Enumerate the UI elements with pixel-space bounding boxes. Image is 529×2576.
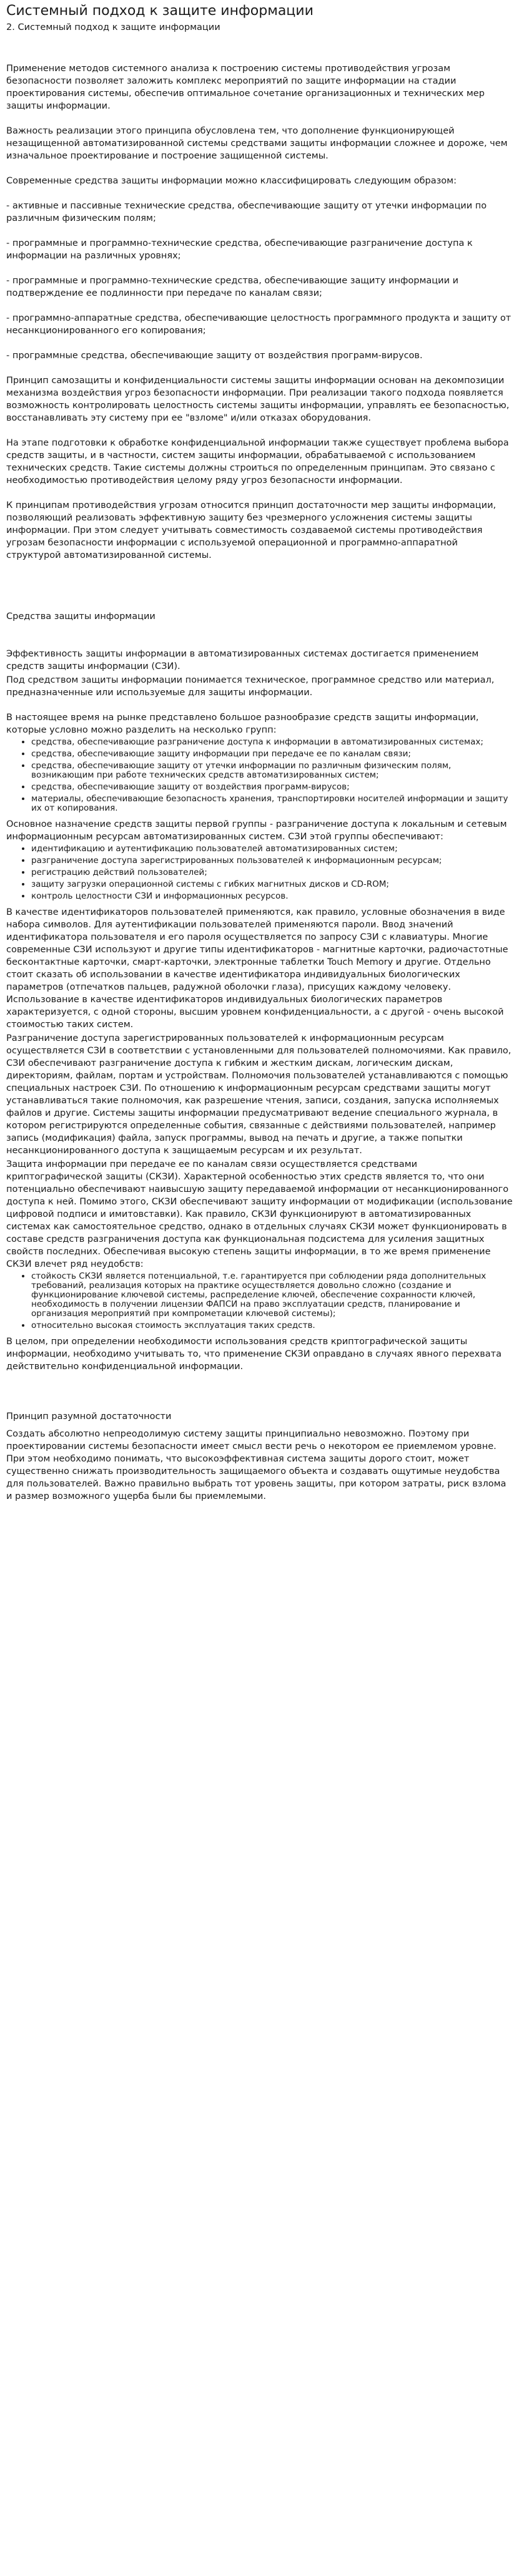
- list-item: • контроль целостности СЗИ и информационных ресурсов.: [31, 892, 513, 901]
- section-title: Средства защиты информации: [6, 612, 156, 622]
- list-item: • стойкость СКЗИ является потенциальной, т.е. гарантируется при соблюдении ряда дополнительных требований, реализация которых на практике осуществляется довольно сложно (создание и функционирование ключевой системы, распределение ключей, обеспечение сохранности ключей, необходимость в получении лицензии ФАПСИ на право эксплуатации средств, планирование и организация мероприятий при компрометации ключевой системы);: [31, 1272, 513, 1319]
- paragraph: - активные и пассивные технические средства, обеспечивающие защиту от утечки информации по различным физическим полям;: [6, 201, 487, 223]
- list-item: • средства, обеспечивающие защиту от воздействия программ-вирусов;: [31, 783, 513, 792]
- section-system-approach: [6, 62, 513, 562]
- paragraph: - программные и программно-технические средства, обеспечивающие разграничение доступа к информации на различных уровнях;: [6, 238, 473, 261]
- paragraph: - программные и программно-технические средства, обеспечивающие защиту информации и подтверждение ее подлинности при передаче по каналам связи;: [6, 276, 459, 298]
- paragraph: Основное назначение средств защиты первой группы - разграничение доступа к локальным и сетевым информационным ресурсам автоматизированных систем. СЗИ этой группы обеспечивают:: [6, 819, 507, 842]
- paragraph: Разграничение доступа зарегистрированных пользователей к информационным ресурсам осуществляется СЗИ в соответствии с установленными для пользователей полномочиями. Как правило, СЗИ обеспечивают разграничение доступа к гибким и жестким дискам, логическим дискам, директориям, файлам, портам и устройствам. Полномочия пользователей устанавливаются с помощью специальных настроек СЗИ. По отношению к информационным ресурсам средствами защиты могут устанавливаться такие полномочия, как разрешение чтения, записи, создания, запуска исполняемых файлов и другие. Системы защиты информации предусматривают ведение специального журнала, в котором регистрируются определенные события, связанные с действиями пользователей, например запись (модификация) файла, запуск программы, вывод на печать и другие, а также попытки несанкционированного доступа к защищаемым ресурсам и их результат.: [6, 1033, 512, 1156]
- drawbacks-list: [6, 1272, 513, 1330]
- paragraph: Применение методов системного анализа к построению системы противодействия угрозам безопасности позволяет заложить комплекс мероприятий по защите информации на стадии проектирования системы, обеспечив оптимальное сочетание организационных и технических мер защиты информации.: [6, 64, 485, 111]
- paragraph: - программно-аппаратные средства, обеспечивающие целостность программного продукта и защиту от несанкционированного его копирования;: [6, 313, 512, 336]
- list-item: • относительно высокая стоимость эксплуатация таких средств.: [31, 1321, 513, 1330]
- paragraph: Под средством защиты информации понимается техническое, программное средство или материал, предназначенные или используемые для защиты информации.: [6, 675, 495, 698]
- paragraph: - программные средства, обеспечивающие защиту от воздействия программ-вирусов.: [6, 351, 423, 361]
- list-item: • регистрацию действий пользователей;: [31, 868, 513, 877]
- paragraph: В настоящее время на рынке представлено большое разнообразие средств защиты информации, которые условно можно разделить на несколько групп:: [6, 713, 479, 735]
- paragraph: На этапе подготовки к обработке конфиденциальной информации также существует проблема выбора средств защиты, и в частности, систем защиты информации, обрабатываемой с использованием технических средств. Такие системы должны строиться по определенным принципам. Это связано с необходимостью противодействия целому ряду угроз безопасности информации.: [6, 438, 509, 485]
- purpose-list: [6, 844, 513, 901]
- section-protection-tools: [6, 610, 513, 1373]
- list-item: • защиту загрузки операционной системы с гибких магнитных дисков и CD-ROM;: [31, 880, 513, 889]
- groups-list: [6, 738, 513, 813]
- paragraph: К принципам противодействия угрозам относится принцип достаточности мер защиты информации, позволяющий реализовать эффективную защиту без чрезмерного усложнения системы защиты информации. При этом следует учитывать совместимость создаваемой системы противодействия угрозам безопасности информации с используемой операционной и программно-аппаратной структурой автоматизированной системы.: [6, 500, 497, 560]
- list-item: • средства, обеспечивающие разграничение доступа к информации в автоматизированных системах;: [31, 738, 513, 747]
- list-item: • материалы, обеспечивающие безопасность хранения, транспортировки носителей информации и защиту их от копирования.: [31, 794, 513, 813]
- section-title: Принцип разумной достаточности: [6, 1412, 172, 1422]
- paragraph: Современные средства защиты информации можно классифицировать следующим образом:: [6, 176, 457, 186]
- list-item: • средства, обеспечивающие защиту от утечки информации по различным физическим полям, возникающим при работе технических средств автоматизированных систем;: [31, 761, 513, 780]
- paragraph: Эффективность защиты информации в автоматизированных системах достигается применением средств защиты информации (СЗИ).: [6, 649, 479, 671]
- page-title: Системный подход к защите информации: [6, 3, 314, 19]
- paragraph: В качестве идентификаторов пользователей применяются, как правило, условные обозначения в виде набора символов. Для аутентификации пользователей применяются пароли. Ввод значений идентификатора пользователя и его пароля осуществляется по запросу СЗИ с клавиатуры. Многие современные СЗИ используют и другие типы идентификаторов - магнитные карточки, радиочастотные бесконтактные карточки, смарт-карточки, электронные таблетки Touch Memory и другие. Отдельно стоит сказать об использовании в качестве идентификатора индивидуальных биологических параметров (отпечатков пальцев, радужной оболочки глаза), присущих каждому человеку. Использование в качестве идентификаторов индивидуальных биологических параметров характеризуется, с одной стороны, высшим уровнем конфиденциальности, а с другой - очень высокой стоимостью таких систем.: [6, 907, 508, 1030]
- page-subtitle: 2. Системный подход к защите информации: [6, 22, 220, 32]
- list-item: • разграничение доступа зарегистрированных пользователей к информационным ресурсам;: [31, 856, 513, 866]
- paragraph: Создать абсолютно непреодолимую систему защиты принципиально невозможно. Поэтому при проектировании системы безопасности имеет смысл вести речь о некотором ее приемлемом уровне. При этом необходимо понимать, что высокоэффективная система защиты дорого стоит, может существенно снижать производительность защищаемого объекта и создавать ощутимые неудобства для пользователей. Важно правильно выбрать тот уровень защиты, при котором затраты, риск взлома и размер возможного ущерба были бы приемлемыми.: [6, 1429, 507, 1501]
- paragraph: В целом, при определении необходимости использования средств криптографической защиты информации, необходимо учитывать то, что применение СКЗИ оправдано в случаях явного перехвата действительно конфиденциальной информации.: [6, 1337, 502, 1372]
- list-item: • средства, обеспечивающие защиту информации при передаче ее по каналам связи;: [31, 749, 513, 759]
- paragraph: Важность реализации этого принципа обусловлена тем, что дополнение функционирующей незащищенной автоматизированной системы средствами защиты информации сложнее и дороже, чем изначальное проектирование и построение защищенной системы.: [6, 126, 508, 161]
- list-item: • идентификацию и аутентификацию пользователей автоматизированных систем;: [31, 844, 513, 854]
- spacer: [6, 1385, 513, 1410]
- spacer: [6, 574, 513, 610]
- section-reasonable-sufficiency: [6, 1410, 513, 1503]
- paragraph: Принцип самозащиты и конфиденциальности системы защиты информации основан на декомпозиции механизма воздействия угроз безопасности информации. При реализации такого подхода появляется возможность контролировать целостность системы защиты информации, управлять ее безопасностью, восстанавливать эту систему при ее "взломе" и/или отказах оборудования.: [6, 376, 510, 423]
- paragraph: Защита информации при передаче ее по каналам связи осуществляется средствами криптографической защиты (СКЗИ). Характерной особенностью этих средств является то, что они потенциально обеспечивают наивысшую защиту передаваемой информации от несанкционированного доступа к ней. Помимо этого, СКЗИ обеспечивают защиту информации от модификации (использование цифровой подписи и имитовставки). Как правило, СКЗИ функционируют в автоматизированных системах как самостоятельное средство, однако в отдельных случаях СКЗИ может функционировать в составе средств разграничения доступа как функциональная подсистема для усиления защитных свойств последних. Обеспечивая высокую степень защиты информации, в то же время применение СКЗИ влечет ряд неудобств:: [6, 1159, 513, 1269]
